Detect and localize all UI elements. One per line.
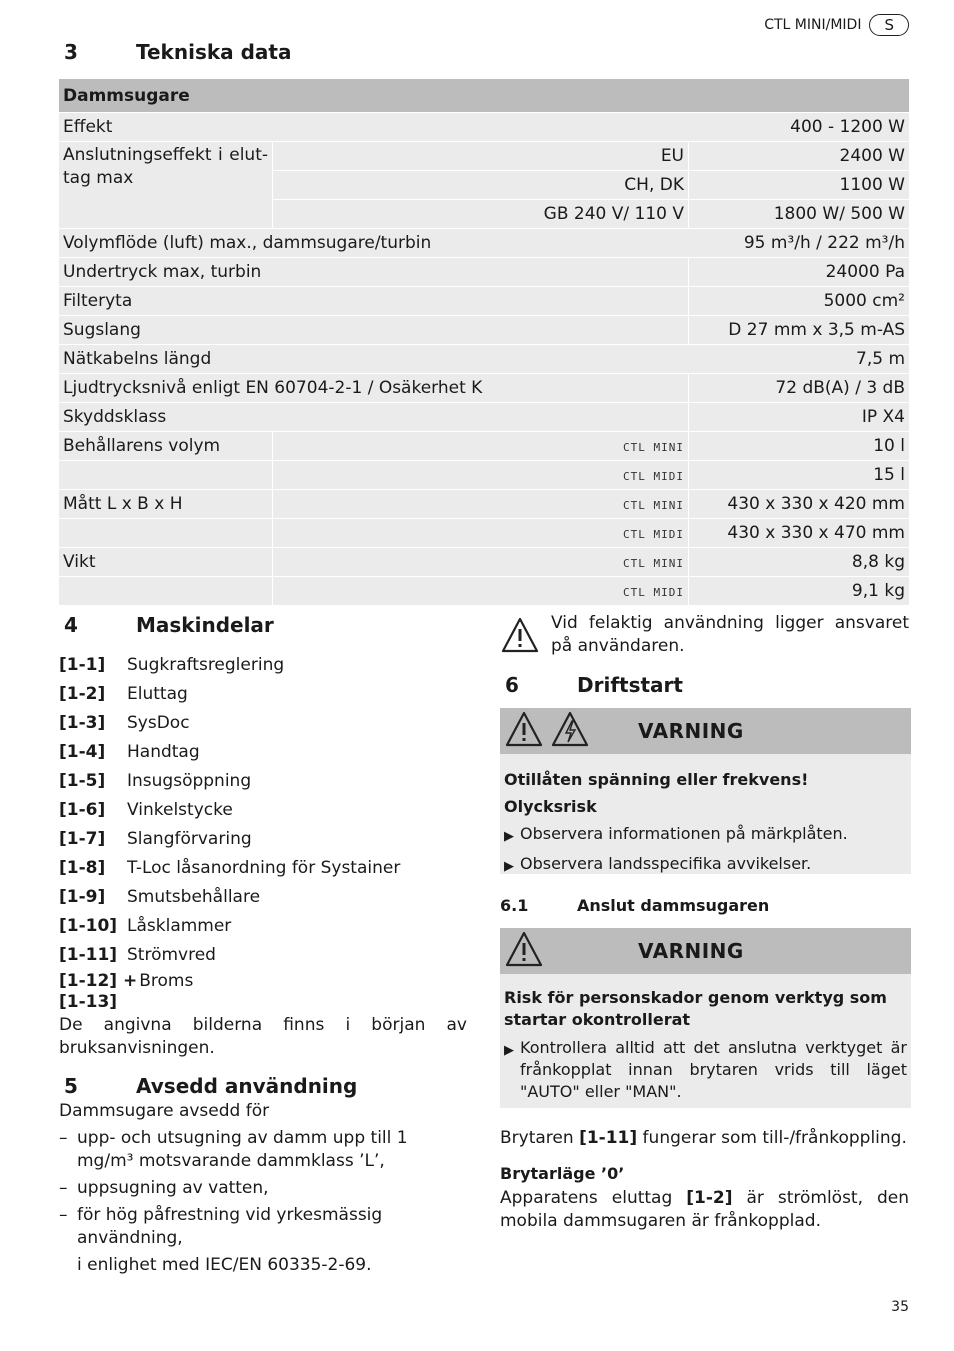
section-4-heading: 4 Maskindelar [64,613,274,637]
list-item: [1-7] Slangförvaring [59,828,252,849]
caution-text: Vid felaktig användning ligger ansvaret på användaren. [551,613,909,656]
table-row: CH, DK 1100 W [59,171,909,199]
parts-list [59,650,400,1013]
table-row: Filteryta 5000 cm² [59,287,909,315]
list-item: ▶ Observera landsspecifika avvikelser. [504,854,812,874]
warning-title: VARNING [638,719,744,743]
list-item: ▶ Kontrollera alltid att det anslutna verktyget är frånkopplat innan brytaren vrids till läget "AUTO" eller "MAN". [504,1038,907,1101]
section-6-heading: 6 Driftstart [505,673,683,697]
table-row: Ljudtrycksnivå enligt EN 60704-2-1 / Osäkerhet K 72 dB(A) / 3 dB [59,374,909,402]
parts-note: De angivna bilderna finns i början av bruksanvisningen. [59,1015,467,1058]
language-badge: S [869,14,909,36]
list-item: [1-1] Sugkraftsreglering [59,654,285,675]
table-row: Behållarens volym CTL MINI 10 l [59,432,909,460]
list-item: – upp- och utsugning av damm upp till 1 mg/m³ motsvarande dammklass ’L’, [59,1128,408,1171]
list-item: [1-10] Låsklammer [59,915,232,936]
table-row: Anslutningseffekt i elut-tag max EU 2400 W [59,142,909,170]
table-head: Dammsugare [59,79,909,112]
list-item: – för hög påfrestning vid yrkesmässig användning, [59,1205,383,1248]
intended-use: Dammsugare avsedd för – upp- och utsugning av damm upp till 1 mg/m³ motsvarande dammklass ’L’, – uppsugning av vatten, – för hög påfrestning vid yrkesmässig användning, i enlighet med IEC/EN 60335-2-69. [59,1100,469,1277]
list-item: [1-8] T-Loc låsanordning för Systainer [59,857,401,878]
section-5-heading: 5 Avsedd användning [64,1074,358,1098]
list-item: [1-9] Smutsbehållare [59,886,261,907]
list-item: – uppsugning av vatten, [59,1178,269,1198]
switch-position-heading: Brytarläge ’0’ [500,1164,625,1183]
table-row: Vikt CTL MINI 8,8 kg [59,548,909,576]
warning-box-voltage: VARNING Otillåten spänning eller frekvens! Olycksrisk ▶ Observera informationen på märkplåten. ▶ Observera landsspecifika avvikelser. [500,708,911,874]
page-header [764,14,909,36]
page-number: 35 [891,1299,909,1315]
table-row: Effekt 400 - 1200 W [59,113,909,141]
caution-icon [500,616,540,658]
technical-data-table [59,78,909,606]
warning-header [500,708,911,754]
list-item: [1-6] Vinkelstycke [59,799,233,820]
table-row: Mått L x B x H CTL MINI 430 x 330 x 420 mm [59,490,909,518]
warning-icon [504,930,544,972]
table-row: Skyddsklass IP X4 [59,403,909,431]
table-row: CTL MIDI 15 l [59,461,909,489]
list-item: [1-5] Insugsöppning [59,770,252,791]
list-item: [1-2] Eluttag [59,683,188,704]
list-item: [1-12] + [1-13] Broms [59,971,194,1012]
list-item: [1-4] Handtag [59,741,200,762]
table-row: Nätkabelns längd 7,5 m [59,345,909,373]
table-row: Volymflöde (luft) max., dammsugare/turbin 95 m³/h / 222 m³/h [59,229,909,257]
table-row: Sugslang D 27 mm x 3,5 m-AS [59,316,909,344]
section-6-1-heading: 6.1 Anslut dammsugaren [500,896,770,915]
table-row: Undertryck max, turbin 24000 Pa [59,258,909,286]
warning-title: VARNING [638,939,744,963]
model-label: CTL MINI/MIDI [764,17,862,33]
warning-header [500,928,911,974]
table-row: GB 240 V/ 110 V 1800 W/ 500 W [59,200,909,228]
list-item: ▶ Observera informationen på märkplåten. [504,824,848,844]
table-row: CTL MIDI 430 x 330 x 470 mm [59,519,909,547]
list-item: [1-3] SysDoc [59,712,190,733]
switch-position-text: Apparatens eluttag [1-2] är strömlöst, den mobila dammsugaren är frånkopplad. [500,1188,909,1231]
switch-paragraph: Brytaren [1-11] fungerar som till-/frånkoppling. [500,1128,907,1148]
warning-box-tool: VARNING Risk för personskador genom verktyg som startar okontrollerat ▶ Kontrollera alltid att det anslutna verktyget är frånkopplat innan brytaren vrids till läget "AUTO" eller "MAN". [500,928,911,1108]
list-item: [1-11] Strömvred [59,944,216,965]
warning-icon [504,710,544,752]
table-row: CTL MIDI 9,1 kg [59,577,909,605]
section-3-heading: 3 Tekniska data [64,40,292,64]
electric-hazard-icon [550,710,590,752]
